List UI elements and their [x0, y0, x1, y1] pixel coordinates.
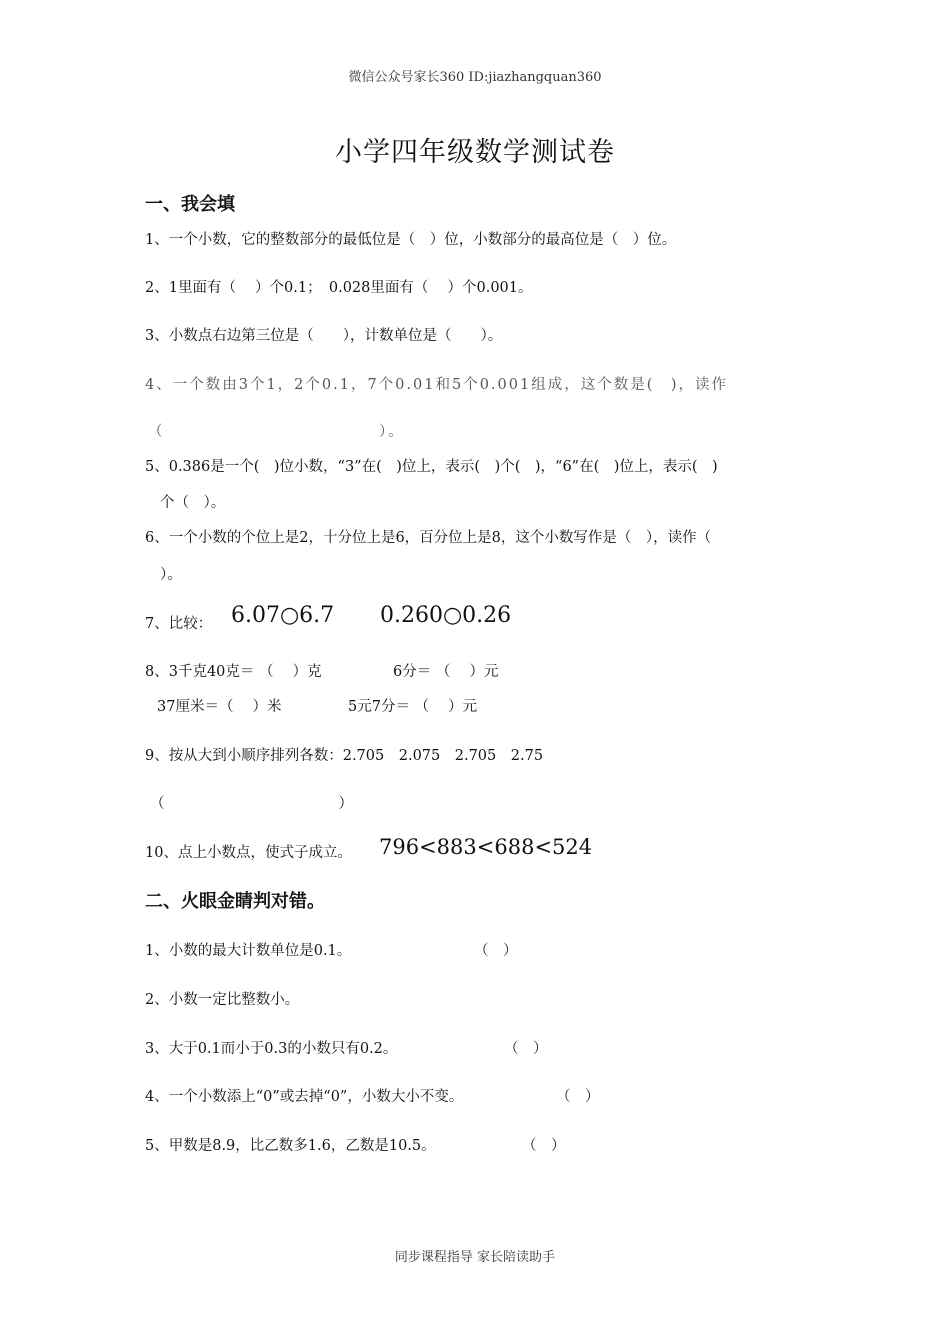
- question-3: 3、小数点右边第三位是（ ），计数单位是（ ）。: [145, 328, 503, 344]
- judge-item-4: 4、一个小数添上“0”或去掉“0”，小数大小不变。: [145, 1089, 464, 1105]
- question-1: 1、一个小数，它的整数部分的最低位是（ ）位，小数部分的最高位是（ ）位。: [145, 232, 677, 248]
- section-heading-fill: 一、我会填: [145, 194, 235, 215]
- question-10-expression: 796<883<688<524: [379, 835, 593, 859]
- page-header: 微信公众号家长360 ID:jiazhangquan360: [348, 70, 602, 85]
- question-4-line-2: （ ）。: [148, 424, 405, 440]
- question-8-a: 8、3千克40克＝ （ ）克: [145, 664, 322, 680]
- judge-item-5: 5、甲数是8.9，比乙数多1.6，乙数是10.5。: [145, 1138, 436, 1154]
- judge-item-1-paren: （ ）: [474, 943, 518, 959]
- judge-item-5-paren: （ ）: [522, 1138, 566, 1154]
- question-5-line-1: 5、0.386是一个( )位小数，“3”在( )位上，表示( )个( )，“6”在( )位上，表示( ): [145, 459, 718, 475]
- question-7-compare-b: 0.260○0.26: [380, 603, 512, 628]
- question-4-line-1: 4、一个数由3个1，2个0.1，7个0.01和5个0.001组成，这个数是( )，读作: [145, 377, 729, 393]
- question-6-line-1: 6、一个小数的个位上是2，十分位上是6，百分位上是8，这个小数写作是（ ），读作（: [145, 530, 712, 546]
- question-7-compare-a: 6.07○6.7: [231, 603, 335, 628]
- judge-item-3-paren: （ ）: [504, 1041, 548, 1057]
- question-7-label: 7、比较：: [145, 616, 213, 632]
- judge-item-3: 3、大于0.1而小于0.3的小数只有0.2。: [145, 1041, 398, 1057]
- page-title: 小学四年级数学测试卷: [335, 137, 615, 168]
- question-6-line-2: ）。: [160, 567, 182, 583]
- question-8-d: 5元7分＝ （ ）元: [348, 699, 478, 715]
- question-8-c: 37厘米＝（ ）米: [157, 699, 282, 715]
- question-8-b: 6分＝ （ ）元: [393, 664, 499, 680]
- page-footer: 同步课程指导 家长陪读助手: [394, 1250, 556, 1265]
- judge-item-2: 2、小数一定比整数小。: [145, 992, 300, 1008]
- question-5-line-2: 个（ ）。: [160, 495, 226, 511]
- judge-item-4-paren: （ ）: [556, 1089, 600, 1105]
- question-2: 2、1里面有（ ）个0.1； 0.028里面有（ ）个0.001。: [145, 280, 533, 296]
- question-10-label: 10、点上小数点，使式子成立。: [145, 845, 352, 861]
- question-9-answer: （ ）: [150, 796, 353, 812]
- question-9: 9、按从大到小顺序排列各数：2.705 2.075 2.705 2.75: [145, 748, 544, 764]
- section-heading-judge: 二、火眼金睛判对错。: [145, 891, 325, 912]
- judge-item-1: 1、小数的最大计数单位是0.1。: [145, 943, 352, 959]
